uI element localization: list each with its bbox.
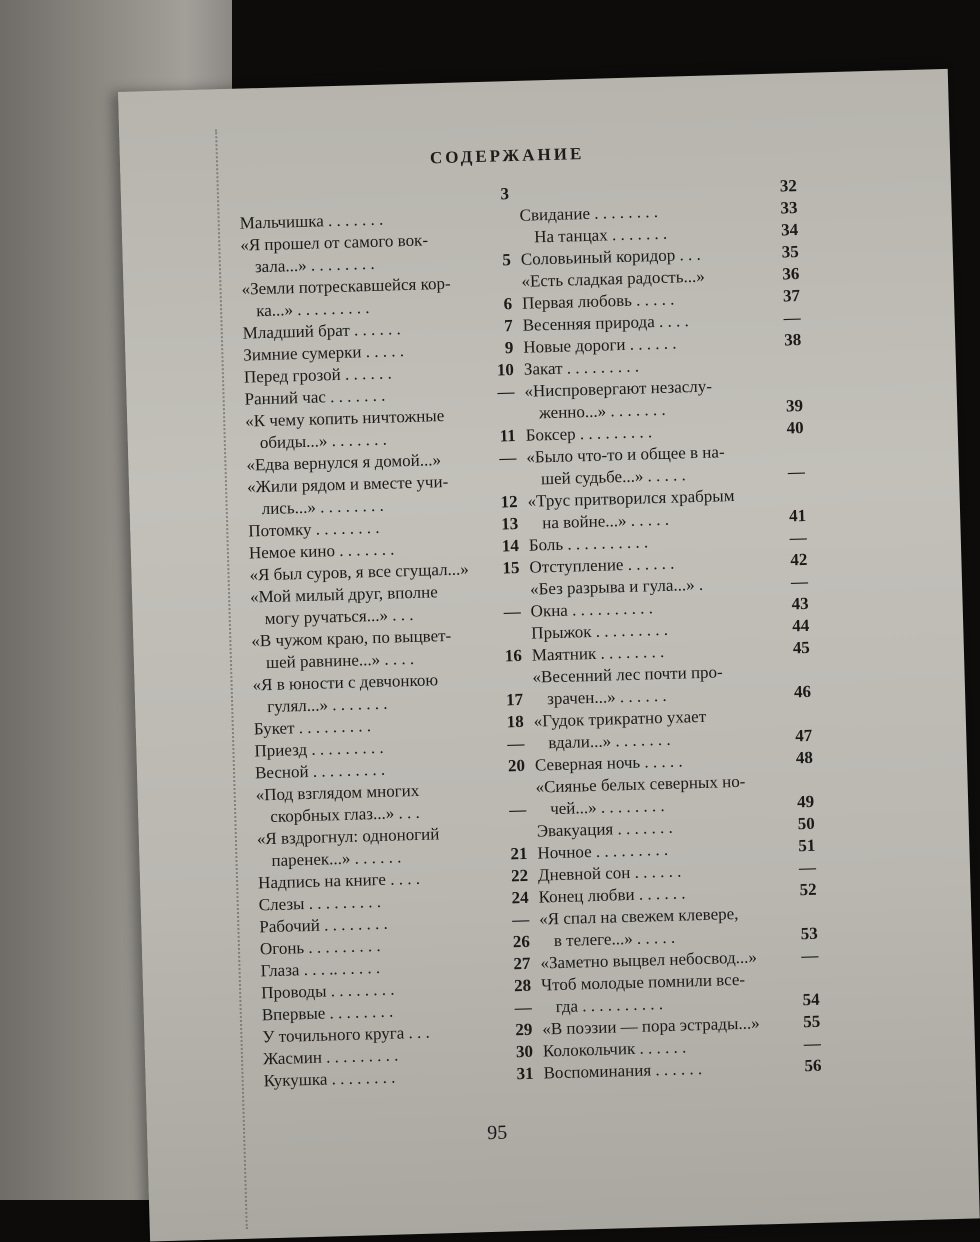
toc-entry-page: 29 <box>515 1019 533 1040</box>
toc-entry-page: 16 <box>504 645 523 666</box>
toc-entry-page: 45 <box>792 637 811 658</box>
toc-entry-page <box>780 439 804 440</box>
toc-entry-title: Новые дороги . . . . . . <box>523 333 677 357</box>
toc-entry-title: вдали...» . . . . . . . <box>548 729 671 753</box>
toc-entry-page: 33 <box>780 198 798 218</box>
toc-entry-page: 28 <box>513 975 532 996</box>
toc-entry-page: 38 <box>783 330 802 350</box>
toc-entry-title: Весенняя природа . . . . <box>522 311 689 335</box>
toc-entry-title: «Жили рядом и вместе учи- <box>246 471 449 497</box>
toc-entry-title: Впервые . . . . . . . . <box>261 1001 394 1025</box>
toc-entry-page <box>778 373 802 374</box>
toc-entry-title: чей...» . . . . . . . . <box>549 796 665 819</box>
toc-entry-page: 40 <box>786 417 804 438</box>
toc-entry-title: Перед грозой . . . . . . <box>243 363 392 387</box>
toc-entry-page: 30 <box>515 1041 534 1062</box>
toc-entry-page: 9 <box>504 338 514 358</box>
toc-entry-page: 31 <box>516 1063 534 1084</box>
toc-entry-page: — <box>798 857 817 878</box>
toc-entry-title: обиды...» . . . . . . . <box>259 429 388 453</box>
toc-entry-title: Конец любви . . . . . . <box>538 883 686 907</box>
toc-entry-title: Соловьиный коридор . . . <box>520 244 702 269</box>
toc-entry-title: Букет . . . . . . . . . <box>253 716 372 739</box>
toc-entry-page: — <box>789 527 807 548</box>
toc-entry-page: 27 <box>513 953 531 974</box>
toc-entry-page: 39 <box>785 395 804 416</box>
toc-entry-page <box>498 667 522 668</box>
toc-entry-title: «Было что-то и общее в на- <box>526 442 725 467</box>
toc-entry-page: 36 <box>782 264 800 284</box>
toc-entry-page: — <box>790 571 809 592</box>
toc-entry-title: «Весенний лес почти про- <box>532 662 723 687</box>
toc-entry-title: «Я прошел от самого вок- <box>240 230 429 255</box>
toc-entry-page: — <box>503 601 521 622</box>
toc-entry-title: Немое кино . . . . . . . <box>248 539 395 563</box>
toc-entry-title: На танцах . . . . . . . <box>533 223 668 247</box>
toc-entry-title: «Я в юности с девчонкою <box>252 670 439 695</box>
contents-page <box>118 69 980 1242</box>
toc-entry-page: 44 <box>791 615 810 636</box>
toc-entry-title: Воспоминания . . . . . . <box>543 1059 703 1083</box>
toc-entry-page: 34 <box>780 220 799 240</box>
toc-entry-title: Отступление . . . . . . <box>529 553 675 577</box>
toc-entry-page: 53 <box>800 923 819 944</box>
toc-entry-page: 22 <box>510 865 529 886</box>
toc-entry-page <box>789 769 813 770</box>
toc-entry-page: — <box>497 382 515 402</box>
toc-entry-title: Кукушка . . . . . . . . <box>263 1067 396 1091</box>
toc-entry-title: лись...» . . . . . . . . <box>261 495 385 519</box>
toc-entry-page: 46 <box>793 681 812 702</box>
toc-entry-page: 51 <box>798 835 816 856</box>
toc-entry-title: Жасмин . . . . . . . . . <box>262 1045 399 1069</box>
toc-entry-title: Мальчишка . . . . . . . <box>239 209 384 233</box>
toc-entry-page: 21 <box>510 843 528 864</box>
toc-entry-title: «Трус притворился храбрым <box>527 485 735 511</box>
toc-entry-page <box>496 579 520 580</box>
toc-entry-title: Боль . . . . . . . . . . <box>528 532 649 555</box>
toc-entry-page: 7 <box>503 316 513 336</box>
toc-entry-page: 5 <box>502 250 512 270</box>
toc-entry-page: 37 <box>782 286 801 306</box>
toc-entry-title: Северная ночь . . . . . <box>534 751 683 775</box>
toc-entry-title: Первая любовь . . . . . <box>521 289 675 313</box>
toc-entry-page: 13 <box>500 513 519 534</box>
toc-entry-title: могу ручаться...» . . . <box>264 604 414 629</box>
toc-entry-title: «Гудок трикратно ухает <box>533 706 707 731</box>
toc-entry-title: «Я был суров, я все сгущал...» <box>249 559 470 585</box>
toc-entry-page: 43 <box>791 593 809 614</box>
toc-entry-page: 18 <box>506 711 524 732</box>
toc-entry-page: 52 <box>799 879 817 900</box>
toc-entry-title: Огонь . . . . . . . . . <box>259 936 381 959</box>
toc-entry-title: Прыжок . . . . . . . . . <box>531 619 669 643</box>
toc-entry-page: — <box>783 308 801 328</box>
toc-entry-title: «Я вздрогнул: одноногий <box>256 824 440 849</box>
toc-entry-title: Дневной сон . . . . . . <box>537 861 682 885</box>
toc-entry-title: Слезы . . . . . . . . . <box>258 891 382 915</box>
toc-entry-page: 3 <box>500 184 510 204</box>
toc-entry-title: зрачен...» . . . . . . <box>546 685 667 709</box>
toc-entry-page: 17 <box>505 689 524 710</box>
toc-entry-page <box>485 205 509 206</box>
toc-entry-page <box>491 403 515 404</box>
toc-entry-title: Колокольчик . . . . . . <box>542 1037 687 1061</box>
toc-entry-page: — <box>787 461 806 482</box>
toc-entry-page <box>793 901 817 902</box>
toc-column-left <box>239 183 534 1092</box>
toc-entry-title: скорбных глаз...» . . . <box>270 802 420 827</box>
toc-entry-title: Ранний час . . . . . . . <box>244 385 386 409</box>
toc-entry-page <box>503 821 527 822</box>
toc-entry-page <box>786 659 810 660</box>
toc-entry-page: 50 <box>797 813 815 834</box>
page-number: 95 <box>486 1121 508 1145</box>
toc-entry-page: 48 <box>795 747 814 768</box>
toc-entry-page: 10 <box>496 360 515 380</box>
toc-entry-page: — <box>508 799 527 820</box>
toc-entry-title: Окна . . . . . . . . . . <box>530 598 654 621</box>
toc-entry-title: «Под взглядом многих <box>255 780 420 805</box>
toc-entry-page: 54 <box>802 989 820 1010</box>
toc-entry-title: ка...» . . . . . . . . . <box>255 298 370 321</box>
toc-entry-title: Рабочий . . . . . . . . <box>259 913 389 937</box>
toc-entry-page <box>486 227 510 228</box>
toc-entry-title: Ночное . . . . . . . . . <box>537 839 669 863</box>
toc-entry-title: «Без разрыва и гула...» . <box>529 574 704 599</box>
toc-entry-page: 11 <box>499 426 517 446</box>
toc-entry-title: Маятник . . . . . . . . <box>531 641 665 665</box>
toc-entry-title: «К чему копить ничтожные <box>244 406 445 431</box>
toc-entry-title: гда . . . . . . . . . . <box>555 994 664 1017</box>
toc-entry-title: Глаза . . . .. . . . . . <box>260 958 381 981</box>
toc-entry-title: «Я спал на свежем клевере, <box>538 904 739 929</box>
toc-entry-title: «Земли потрескавшейся кор- <box>241 273 451 299</box>
toc-entry-page: 6 <box>503 294 513 314</box>
toc-entry-page: 15 <box>502 557 520 578</box>
toc-entry-title: Боксер . . . . . . . . . <box>525 422 653 445</box>
toc-entry-page: — <box>512 909 530 930</box>
toc-entry-title: У точильного круга . . . <box>262 1022 431 1047</box>
toc-entry-page <box>497 623 521 624</box>
toc-entry-title: «В чужом краю, по выцвет- <box>251 625 452 651</box>
toc-entry-title: Эвакуация . . . . . . . <box>536 817 673 841</box>
toc-entry-title: Приезд . . . . . . . . . <box>254 737 384 761</box>
toc-entry-title: «В поэзии — пора эстрады...» <box>542 1013 760 1039</box>
toc-entry-title: паренек...» . . . . . . <box>271 847 402 871</box>
toc-entry-page <box>781 483 805 484</box>
toc-entry-title: «Есть сладкая радость...» <box>521 266 705 291</box>
toc-entry-page <box>493 469 517 470</box>
toc-entry-page: 14 <box>501 535 520 556</box>
toc-entry-title: шей судьбе...» . . . . . <box>540 465 687 489</box>
toc-entry-page: 12 <box>500 492 518 512</box>
toc-entry-title: Чтоб молодые помнили все- <box>540 969 746 995</box>
toc-entry-page <box>795 967 819 968</box>
toc-entry-title: шей равнине...» . . . . <box>265 648 415 673</box>
toc-entry-title: Закат . . . . . . . . . <box>523 356 640 379</box>
toc-entry-title: на войне...» . . . . . <box>541 509 670 533</box>
toc-entry-page: 41 <box>788 505 807 526</box>
toc-entry-title: «Ниспровергают незаслу- <box>524 376 713 401</box>
toc-entry-title: зала...» . . . . . . . . <box>254 253 375 277</box>
toc-entry-page: 20 <box>507 755 526 776</box>
toc-entry-page: — <box>507 733 525 754</box>
toc-entry-title: Надпись на книге . . . . <box>257 868 421 893</box>
toc-entry-title: Проводы . . . . . . . . <box>260 979 395 1003</box>
toc-entry-title: гулял...» . . . . . . . <box>266 693 388 717</box>
toc-entry-page <box>501 777 525 778</box>
toc-entry-page: 56 <box>804 1055 822 1076</box>
toc-entry-title: Весной . . . . . . . . . <box>254 759 386 783</box>
toc-entry-page: — <box>803 1033 822 1054</box>
toc-entry-page: 55 <box>802 1011 821 1032</box>
toc-entry-page <box>487 271 511 272</box>
toc-entry-title: Младший брат . . . . . . <box>242 319 402 343</box>
toc-entry-page: 32 <box>779 176 798 196</box>
page-title: СОДЕРЖАНИЕ <box>429 144 585 168</box>
toc-entry-page <box>778 351 802 352</box>
toc-entry-page: 35 <box>781 242 799 262</box>
toc-entry-page: 49 <box>796 791 815 812</box>
toc-entry-page: — <box>499 448 517 468</box>
toc-entry-title: в телеге...» . . . . . <box>553 927 676 951</box>
toc-entry-page: — <box>801 945 819 966</box>
toc-entry-page: 42 <box>790 549 808 570</box>
toc-entry-title: Зимние сумерки . . . . . <box>243 341 405 365</box>
toc-column-right <box>519 175 822 1084</box>
toc-entry-title: «Едва вернулся я домой...» <box>246 450 442 475</box>
toc-entry-title: «Мой милый друг, вполне <box>249 582 439 607</box>
toc-entry-page: 26 <box>512 931 531 952</box>
toc-entry-title: Потомку . . . . . . . . <box>248 517 380 541</box>
toc-entry-page: — <box>514 997 532 1018</box>
toc-entry-title: Свидание . . . . . . . . <box>519 201 659 225</box>
toc-entry-title: «Сиянье белых северных но- <box>535 771 746 797</box>
toc-entry-title: «Заметно выцвел небосвод...» <box>540 947 758 973</box>
toc-entry-page <box>787 703 811 704</box>
toc-entry-page: 47 <box>794 725 813 746</box>
toc-entry-title: женно...» . . . . . . . <box>538 399 666 423</box>
toc-entry-page: 24 <box>511 887 529 908</box>
